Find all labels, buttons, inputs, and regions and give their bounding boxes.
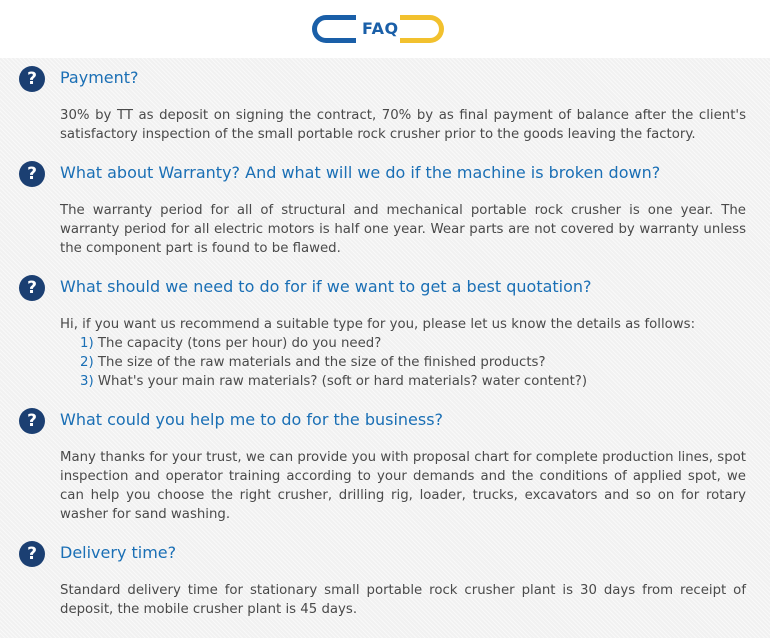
- faq-badge: [308, 13, 448, 45]
- faq-title: FAQ: [362, 19, 399, 38]
- list-text: The capacity (tons per hour) do you need?: [97, 336, 382, 351]
- list-number: 3): [80, 374, 94, 389]
- question-icon: ?: [19, 161, 45, 187]
- list-item: [80, 334, 587, 353]
- list-item: [80, 372, 587, 391]
- faq-list: [0, 58, 770, 638]
- faq-question: Delivery time?: [60, 543, 177, 562]
- quotation-details-list: [80, 334, 587, 391]
- faq-answer: Standard delivery time for stationary small portable rock crusher plant is 30 days from receipt of deposit, the mobile crusher plant is 45 days.: [60, 583, 746, 617]
- question-icon: ?: [19, 541, 45, 567]
- list-item: [80, 353, 587, 372]
- faq-question: What could you help me to do for the business?: [60, 410, 444, 429]
- question-icon: ?: [19, 66, 45, 92]
- faq-question: What should we need to do for if we want to get a best quotation?: [60, 277, 592, 296]
- faq-question: What about Warranty? And what will we do if the machine is broken down?: [60, 163, 661, 182]
- faq-answer: 30% by TT as deposit on signing the contract, 70% by as final payment of balance after the client's satisfactory inspection of the small portable rock crusher prior to the goods leaving the factory.: [60, 108, 746, 142]
- faq-header: [0, 0, 770, 58]
- list-text: The size of the raw materials and the size of the finished products?: [97, 355, 546, 370]
- faq-answer: The warranty period for all of structural and mechanical portable rock crusher is one year. The warranty period for all electric motors is half one year. Wear parts are not covered by warranty unless the component part is found to be flawed.: [60, 203, 746, 256]
- question-icon: ?: [19, 408, 45, 434]
- list-text: What's your main raw materials? (soft or hard materials? water content?): [97, 374, 588, 389]
- list-number: 2): [80, 355, 94, 370]
- question-icon: ?: [19, 275, 45, 301]
- faq-question: Payment?: [60, 68, 139, 87]
- list-number: 1): [80, 336, 94, 351]
- faq-answer: Hi, if you want us recommend a suitable type for you, please let us know the details as follows:: [60, 317, 696, 332]
- faq-answer: Many thanks for your trust, we can provide you with proposal chart for complete production lines, spot inspection and operator training according to your demands and the conditions of applied spot, we can help you choose the right crusher, drilling rig, loader, trucks, excavators and so on for rotary washer for sand washing.: [60, 450, 746, 522]
